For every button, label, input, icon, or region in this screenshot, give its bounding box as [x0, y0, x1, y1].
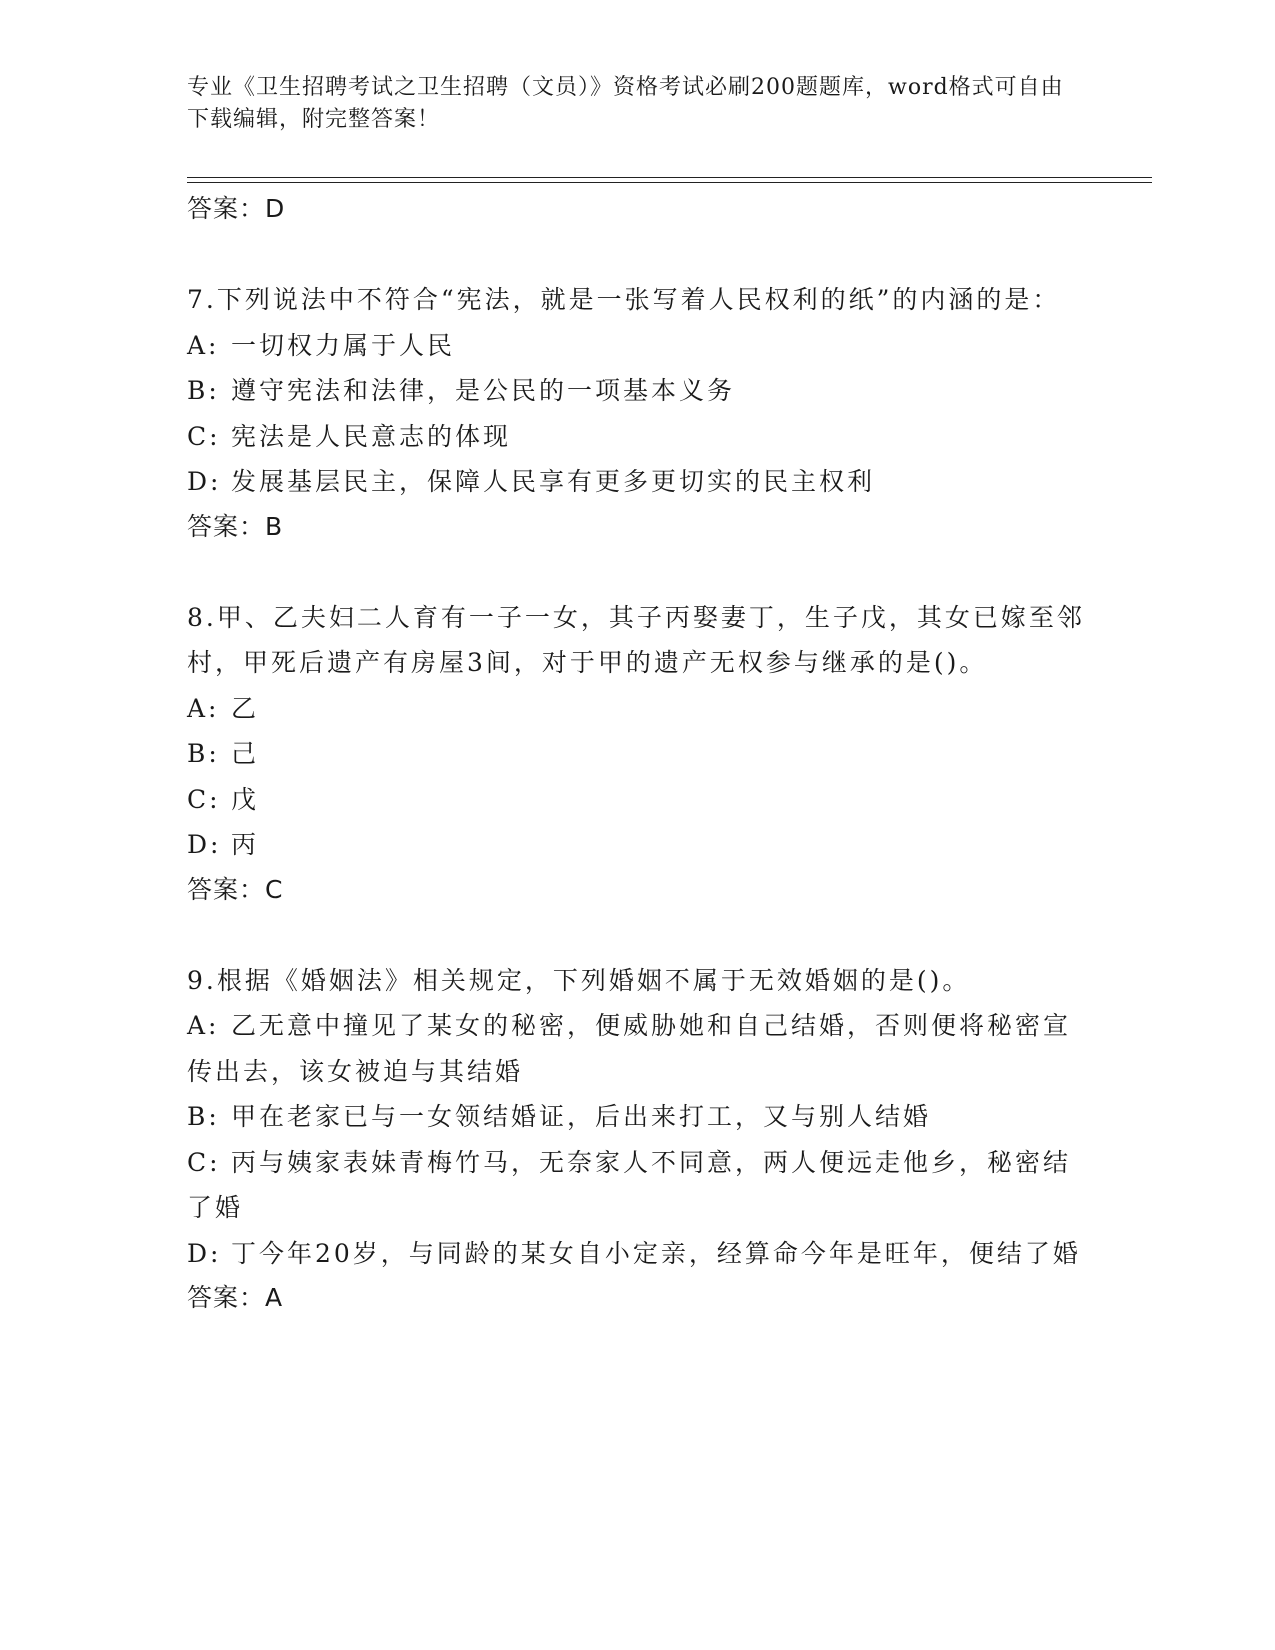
question-9 — [187, 958, 1087, 1321]
option-a — [187, 686, 1087, 732]
header-rule-thin — [187, 177, 1152, 178]
option-b — [187, 731, 1087, 777]
option-text: 甲在老家已与一女领结婚证，后出来打工，又与别人结婚 — [231, 1102, 932, 1131]
option-label: A: — [187, 1011, 220, 1040]
option-text: 丙 — [231, 830, 260, 859]
question-stem: 7.下列说法中不符合“宪法，就是一张写着人民权利的纸”的内涵的是： — [187, 285, 1061, 314]
option-a — [187, 323, 1087, 369]
option-label: A: — [187, 330, 220, 360]
option-label: D: — [187, 467, 222, 496]
option-d — [187, 459, 1087, 505]
option-text: 戊 — [231, 784, 260, 814]
option-text: 发展基层民主，保障人民享有更多更切实的民主权利 — [231, 467, 876, 496]
answer: 答案：B — [187, 511, 284, 541]
option-label: C: — [187, 784, 221, 814]
answer: 答案：C — [187, 874, 284, 904]
option-label: A: — [187, 693, 220, 723]
option-label: C: — [187, 421, 221, 451]
option-label: D: — [187, 1238, 222, 1268]
option-label: C: — [187, 1147, 221, 1177]
option-b — [187, 1094, 1087, 1140]
option-c — [187, 777, 1087, 823]
option-label: B: — [187, 376, 220, 405]
option-text: 己 — [231, 739, 260, 768]
question-8 — [187, 595, 1087, 912]
option-text: 乙 — [231, 693, 260, 723]
document-body — [187, 187, 1087, 1366]
option-d — [187, 1231, 1087, 1277]
option-c — [187, 414, 1087, 460]
previous-answer: 答案：D — [187, 194, 286, 223]
question-stem: 9.根据《婚姻法》相关规定，下列婚姻不属于无效婚姻的是()。 — [187, 965, 971, 995]
option-label: B: — [187, 1102, 220, 1131]
option-label: B: — [187, 739, 220, 768]
option-text: 乙无意中撞见了某女的秘密，便威胁她和自己结婚，否则便将秘密宣传出去，该女被迫与其结婚 — [187, 1011, 1072, 1086]
option-c — [187, 1140, 1087, 1231]
option-d — [187, 822, 1087, 868]
option-text: 遵守宪法和法律，是公民的一项基本义务 — [231, 376, 736, 405]
option-label: D: — [187, 830, 222, 859]
option-text: 丙与姨家表妹青梅竹马，无奈家人不同意，两人便远走他乡，秘密结了婚 — [187, 1147, 1072, 1222]
answer: 答案：A — [187, 1283, 284, 1312]
option-text: 宪法是人民意志的体现 — [231, 421, 512, 451]
option-text: 丁今年20岁，与同龄的某女自小定亲，经算命今年是旺年，便结了婚 — [231, 1238, 1081, 1268]
option-b — [187, 368, 1087, 414]
document-header: 专业《卫生招聘考试之卫生招聘（文员）》资格考试必刷200题题库，word格式可自由下载编辑，附完整答案！ — [187, 75, 1064, 132]
option-a — [187, 1003, 1087, 1094]
question-stem: 8.甲、乙夫妇二人育有一子一女，其子丙娶妻丁，生子戊，其女已嫁至邻村，甲死后遗产有房屋3间，对于甲的遗产无权参与继承的是()。 — [187, 602, 1085, 677]
option-text: 一切权力属于人民 — [231, 330, 456, 360]
question-7 — [187, 277, 1087, 549]
header-rule-thick — [187, 182, 1152, 183]
